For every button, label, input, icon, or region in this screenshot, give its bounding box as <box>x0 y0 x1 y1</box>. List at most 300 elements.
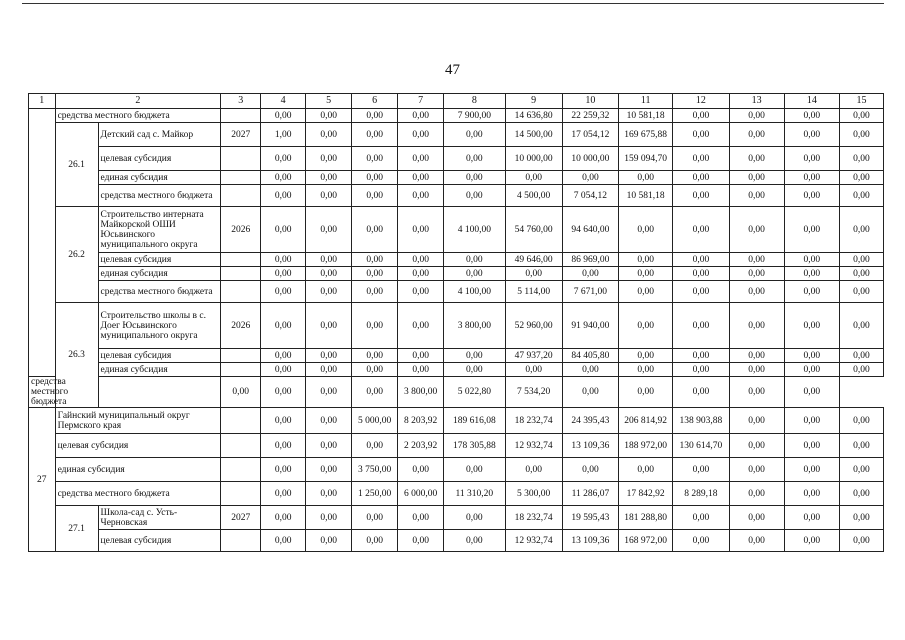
value-cell: 0,00 <box>562 267 618 281</box>
value-cell: 11 286,07 <box>562 482 618 506</box>
value-cell: 0,00 <box>562 458 618 482</box>
value-cell: 0,00 <box>839 530 883 552</box>
value-cell: 0,00 <box>398 530 444 552</box>
year-cell <box>221 281 261 303</box>
table-row <box>29 123 884 147</box>
row-label: средства местного бюджета <box>98 281 221 303</box>
value-cell: 0,00 <box>729 207 784 253</box>
column-header: 8 <box>444 94 505 109</box>
value-cell: 13 109,36 <box>562 434 618 458</box>
year-cell: 2026 <box>221 303 261 349</box>
value-cell: 0,00 <box>839 171 883 185</box>
value-cell: 0,00 <box>784 363 839 377</box>
value-cell: 10 000,00 <box>562 147 618 171</box>
table-row <box>29 303 884 349</box>
value-cell: 0,00 <box>398 253 444 267</box>
row-label: целевая субсидия <box>98 349 221 363</box>
value-cell: 0,00 <box>673 506 729 530</box>
value-cell: 0,00 <box>261 303 306 349</box>
year-cell <box>221 408 261 434</box>
row-label: Строительство интерната Майкорской ОШИ Юсьвинского муниципального округа <box>98 207 221 253</box>
table-row <box>29 267 884 281</box>
value-cell: 0,00 <box>352 185 398 207</box>
value-cell: 0,00 <box>261 207 306 253</box>
value-cell: 0,00 <box>398 458 444 482</box>
value-cell: 0,00 <box>398 506 444 530</box>
value-cell: 5 000,00 <box>352 408 398 434</box>
value-cell: 94 640,00 <box>562 207 618 253</box>
value-cell: 0,00 <box>673 377 729 408</box>
value-cell: 0,00 <box>352 207 398 253</box>
table-row <box>29 147 884 171</box>
value-cell: 12 932,74 <box>505 434 562 458</box>
value-cell: 0,00 <box>306 408 352 434</box>
value-cell: 17 842,92 <box>619 482 673 506</box>
value-cell: 0,00 <box>306 303 352 349</box>
value-cell: 138 903,88 <box>673 408 729 434</box>
value-cell: 12 932,74 <box>505 530 562 552</box>
value-cell: 0,00 <box>398 207 444 253</box>
value-cell: 0,00 <box>261 530 306 552</box>
value-cell: 0,00 <box>261 253 306 267</box>
table-row <box>29 207 884 253</box>
column-header: 13 <box>729 94 784 109</box>
column-header: 5 <box>306 94 352 109</box>
value-cell: 0,00 <box>261 267 306 281</box>
value-cell: 0,00 <box>619 281 673 303</box>
value-cell: 10 581,18 <box>619 185 673 207</box>
row-label: целевая субсидия <box>55 434 221 458</box>
column-header: 7 <box>398 94 444 109</box>
value-cell: 0,00 <box>398 267 444 281</box>
row-label: целевая субсидия <box>98 253 221 267</box>
value-cell: 52 960,00 <box>505 303 562 349</box>
row-label: средства местного бюджета <box>55 482 221 506</box>
row-label: единая субсидия <box>55 458 221 482</box>
value-cell: 0,00 <box>398 123 444 147</box>
value-cell: 0,00 <box>839 123 883 147</box>
value-cell: 0,00 <box>839 267 883 281</box>
value-cell: 4 100,00 <box>444 281 505 303</box>
value-cell: 0,00 <box>352 506 398 530</box>
value-cell: 0,00 <box>261 408 306 434</box>
value-cell: 0,00 <box>505 171 562 185</box>
column-header: 3 <box>221 94 261 109</box>
value-cell: 8 203,92 <box>398 408 444 434</box>
value-cell: 0,00 <box>784 482 839 506</box>
value-cell: 0,00 <box>839 408 883 434</box>
year-cell: 2026 <box>221 207 261 253</box>
year-cell <box>98 377 221 408</box>
value-cell: 0,00 <box>398 147 444 171</box>
value-cell: 0,00 <box>729 253 784 267</box>
value-cell: 0,00 <box>673 530 729 552</box>
value-cell: 0,00 <box>619 303 673 349</box>
table-row <box>29 458 884 482</box>
value-cell: 0,00 <box>306 185 352 207</box>
value-cell: 0,00 <box>261 482 306 506</box>
table-row <box>29 185 884 207</box>
value-cell: 0,00 <box>398 109 444 123</box>
value-cell: 0,00 <box>729 109 784 123</box>
table-row <box>29 506 884 530</box>
value-cell: 0,00 <box>673 253 729 267</box>
value-cell: 0,00 <box>619 377 673 408</box>
value-cell: 0,00 <box>839 147 883 171</box>
value-cell: 54 760,00 <box>505 207 562 253</box>
value-cell: 0,00 <box>261 281 306 303</box>
subsection-number: 26.3 <box>55 303 98 408</box>
value-cell: 0,00 <box>444 253 505 267</box>
value-cell: 1,00 <box>261 123 306 147</box>
value-cell: 2 203,92 <box>398 434 444 458</box>
value-cell: 0,00 <box>839 434 883 458</box>
value-cell: 0,00 <box>784 281 839 303</box>
value-cell: 22 259,32 <box>562 109 618 123</box>
value-cell: 3 800,00 <box>398 377 444 408</box>
row-label: средства местного бюджета <box>98 185 221 207</box>
value-cell: 0,00 <box>352 123 398 147</box>
value-cell: 0,00 <box>729 267 784 281</box>
value-cell: 0,00 <box>221 377 261 408</box>
value-cell: 169 675,88 <box>619 123 673 147</box>
value-cell: 0,00 <box>619 349 673 363</box>
value-cell: 18 232,74 <box>505 506 562 530</box>
value-cell: 168 972,00 <box>619 530 673 552</box>
value-cell: 0,00 <box>306 506 352 530</box>
value-cell: 4 100,00 <box>444 207 505 253</box>
table-row <box>29 253 884 267</box>
year-cell <box>221 482 261 506</box>
value-cell: 7 054,12 <box>562 185 618 207</box>
subsection-number: 27 <box>29 408 56 552</box>
subsection-number: 26.2 <box>55 207 98 303</box>
value-cell: 0,00 <box>306 377 352 408</box>
value-cell: 0,00 <box>784 303 839 349</box>
value-cell: 0,00 <box>261 109 306 123</box>
value-cell: 0,00 <box>352 267 398 281</box>
value-cell: 0,00 <box>839 185 883 207</box>
value-cell: 188 972,00 <box>619 434 673 458</box>
value-cell: 0,00 <box>673 147 729 171</box>
value-cell: 84 405,80 <box>562 349 618 363</box>
value-cell: 3 750,00 <box>352 458 398 482</box>
value-cell: 0,00 <box>729 408 784 434</box>
subsection-number: 26.1 <box>55 123 98 207</box>
year-cell <box>221 434 261 458</box>
value-cell: 0,00 <box>306 109 352 123</box>
table-row <box>29 530 884 552</box>
section-number-cell <box>29 109 56 377</box>
column-header: 12 <box>673 94 729 109</box>
row-label: целевая субсидия <box>98 147 221 171</box>
value-cell: 0,00 <box>398 185 444 207</box>
value-cell: 0,00 <box>352 363 398 377</box>
value-cell: 0,00 <box>784 530 839 552</box>
value-cell: 18 232,74 <box>505 408 562 434</box>
value-cell: 0,00 <box>352 303 398 349</box>
value-cell: 0,00 <box>729 363 784 377</box>
value-cell: 0,00 <box>398 349 444 363</box>
value-cell: 7 900,00 <box>444 109 505 123</box>
value-cell: 0,00 <box>729 123 784 147</box>
table-row <box>29 434 884 458</box>
value-cell: 0,00 <box>784 171 839 185</box>
value-cell: 0,00 <box>729 482 784 506</box>
value-cell: 0,00 <box>562 377 618 408</box>
row-label: Детский сад с. Майкор <box>98 123 221 147</box>
year-cell: 2027 <box>221 123 261 147</box>
value-cell: 0,00 <box>306 253 352 267</box>
value-cell: 189 616,08 <box>444 408 505 434</box>
value-cell: 0,00 <box>619 253 673 267</box>
value-cell: 0,00 <box>784 506 839 530</box>
value-cell: 0,00 <box>784 185 839 207</box>
column-header: 9 <box>505 94 562 109</box>
value-cell: 0,00 <box>444 171 505 185</box>
value-cell: 1 250,00 <box>352 482 398 506</box>
value-cell: 4 500,00 <box>505 185 562 207</box>
value-cell: 0,00 <box>729 434 784 458</box>
value-cell: 0,00 <box>261 147 306 171</box>
value-cell: 0,00 <box>352 530 398 552</box>
value-cell: 0,00 <box>444 506 505 530</box>
value-cell: 0,00 <box>352 171 398 185</box>
value-cell: 0,00 <box>839 506 883 530</box>
value-cell: 0,00 <box>444 363 505 377</box>
value-cell: 0,00 <box>729 530 784 552</box>
value-cell: 13 109,36 <box>562 530 618 552</box>
value-cell: 0,00 <box>261 349 306 363</box>
value-cell: 0,00 <box>784 147 839 171</box>
value-cell: 0,00 <box>261 185 306 207</box>
value-cell: 0,00 <box>306 171 352 185</box>
value-cell: 0,00 <box>306 530 352 552</box>
value-cell: 0,00 <box>839 109 883 123</box>
year-cell <box>221 171 261 185</box>
value-cell: 0,00 <box>505 458 562 482</box>
value-cell: 0,00 <box>562 363 618 377</box>
value-cell: 17 054,12 <box>562 123 618 147</box>
value-cell: 0,00 <box>729 147 784 171</box>
value-cell: 181 288,80 <box>619 506 673 530</box>
value-cell: 0,00 <box>729 185 784 207</box>
page-number: 47 <box>445 62 460 78</box>
value-cell: 0,00 <box>784 458 839 482</box>
value-cell: 49 646,00 <box>505 253 562 267</box>
row-label: единая субсидия <box>98 267 221 281</box>
value-cell: 0,00 <box>619 171 673 185</box>
year-cell <box>221 363 261 377</box>
value-cell: 0,00 <box>306 147 352 171</box>
value-cell: 178 305,88 <box>444 434 505 458</box>
value-cell: 24 395,43 <box>562 408 618 434</box>
value-cell: 0,00 <box>261 458 306 482</box>
row-label: Гайнский муниципальный округ Пермского края <box>55 408 221 434</box>
value-cell: 0,00 <box>784 349 839 363</box>
row-label: единая субсидия <box>98 171 221 185</box>
budget-table <box>28 93 884 552</box>
value-cell: 0,00 <box>619 363 673 377</box>
value-cell: 14 636,80 <box>505 109 562 123</box>
value-cell: 0,00 <box>784 123 839 147</box>
value-cell: 0,00 <box>784 434 839 458</box>
year-cell <box>221 253 261 267</box>
table-row <box>29 408 884 434</box>
row-label: средства местного бюджета <box>29 377 56 408</box>
value-cell: 0,00 <box>784 408 839 434</box>
column-header: 11 <box>619 94 673 109</box>
year-cell <box>221 147 261 171</box>
value-cell: 47 937,20 <box>505 349 562 363</box>
value-cell: 0,00 <box>839 207 883 253</box>
year-cell <box>221 349 261 363</box>
value-cell: 0,00 <box>444 123 505 147</box>
value-cell: 0,00 <box>729 458 784 482</box>
row-label: Школа-сад с. Усть-Черновская <box>98 506 221 530</box>
year-cell <box>221 267 261 281</box>
year-cell: 2027 <box>221 506 261 530</box>
table-row <box>29 377 884 408</box>
value-cell: 0,00 <box>729 281 784 303</box>
value-cell: 0,00 <box>398 303 444 349</box>
value-cell: 0,00 <box>839 281 883 303</box>
value-cell: 86 969,00 <box>562 253 618 267</box>
value-cell: 0,00 <box>673 171 729 185</box>
value-cell: 0,00 <box>673 185 729 207</box>
value-cell: 0,00 <box>673 349 729 363</box>
value-cell: 206 814,92 <box>619 408 673 434</box>
value-cell: 8 289,18 <box>673 482 729 506</box>
value-cell: 10 581,18 <box>619 109 673 123</box>
value-cell: 19 595,43 <box>562 506 618 530</box>
value-cell: 0,00 <box>673 207 729 253</box>
value-cell: 0,00 <box>306 349 352 363</box>
value-cell: 0,00 <box>839 303 883 349</box>
value-cell: 159 094,70 <box>619 147 673 171</box>
value-cell: 0,00 <box>673 363 729 377</box>
value-cell: 14 500,00 <box>505 123 562 147</box>
subsection-number: 27.1 <box>55 506 98 552</box>
value-cell: 0,00 <box>352 253 398 267</box>
value-cell: 0,00 <box>306 123 352 147</box>
value-cell: 0,00 <box>619 267 673 281</box>
value-cell: 0,00 <box>306 458 352 482</box>
value-cell: 0,00 <box>261 171 306 185</box>
value-cell: 5 300,00 <box>505 482 562 506</box>
value-cell: 0,00 <box>398 281 444 303</box>
value-cell: 0,00 <box>839 458 883 482</box>
column-header: 1 <box>29 94 56 109</box>
value-cell: 0,00 <box>784 207 839 253</box>
value-cell: 5 114,00 <box>505 281 562 303</box>
value-cell: 0,00 <box>306 482 352 506</box>
value-cell: 0,00 <box>619 207 673 253</box>
value-cell: 6 000,00 <box>398 482 444 506</box>
row-label: единая субсидия <box>98 363 221 377</box>
value-cell: 3 800,00 <box>444 303 505 349</box>
row-label: средства местного бюджета <box>55 109 221 123</box>
year-cell <box>221 109 261 123</box>
table-row <box>29 482 884 506</box>
value-cell: 0,00 <box>673 303 729 349</box>
value-cell: 0,00 <box>398 171 444 185</box>
value-cell: 0,00 <box>729 349 784 363</box>
value-cell: 0,00 <box>673 281 729 303</box>
value-cell: 0,00 <box>729 506 784 530</box>
value-cell: 0,00 <box>784 253 839 267</box>
value-cell: 0,00 <box>261 377 306 408</box>
value-cell: 0,00 <box>261 434 306 458</box>
value-cell: 0,00 <box>352 147 398 171</box>
column-header: 4 <box>261 94 306 109</box>
row-label: целевая субсидия <box>98 530 221 552</box>
value-cell: 0,00 <box>729 303 784 349</box>
table-row <box>29 363 884 377</box>
column-header: 10 <box>562 94 618 109</box>
value-cell: 0,00 <box>562 171 618 185</box>
value-cell: 0,00 <box>352 281 398 303</box>
value-cell: 0,00 <box>619 458 673 482</box>
column-header: 2 <box>55 94 221 109</box>
value-cell: 0,00 <box>673 458 729 482</box>
value-cell: 0,00 <box>839 363 883 377</box>
value-cell: 0,00 <box>306 207 352 253</box>
value-cell: 0,00 <box>352 109 398 123</box>
value-cell: 7 534,20 <box>505 377 562 408</box>
year-cell <box>221 530 261 552</box>
value-cell: 0,00 <box>784 267 839 281</box>
row-label: Строительство школы в с. Доег Юсьвинского муниципального округа <box>98 303 221 349</box>
value-cell: 0,00 <box>839 253 883 267</box>
value-cell: 0,00 <box>306 281 352 303</box>
value-cell: 0,00 <box>444 458 505 482</box>
value-cell: 0,00 <box>839 349 883 363</box>
table-row <box>29 281 884 303</box>
value-cell: 0,00 <box>306 434 352 458</box>
value-cell: 0,00 <box>444 185 505 207</box>
column-header: 14 <box>784 94 839 109</box>
value-cell: 0,00 <box>444 147 505 171</box>
value-cell: 5 022,80 <box>444 377 505 408</box>
year-cell <box>221 185 261 207</box>
value-cell: 10 000,00 <box>505 147 562 171</box>
value-cell: 0,00 <box>505 363 562 377</box>
value-cell: 0,00 <box>444 349 505 363</box>
value-cell: 11 310,20 <box>444 482 505 506</box>
value-cell: 0,00 <box>352 349 398 363</box>
value-cell: 0,00 <box>352 434 398 458</box>
value-cell: 0,00 <box>784 377 839 408</box>
column-header: 15 <box>839 94 883 109</box>
column-header: 6 <box>352 94 398 109</box>
value-cell: 0,00 <box>729 377 784 408</box>
year-cell <box>221 458 261 482</box>
value-cell: 0,00 <box>784 109 839 123</box>
table-row <box>29 171 884 185</box>
value-cell: 0,00 <box>673 123 729 147</box>
value-cell: 130 614,70 <box>673 434 729 458</box>
value-cell: 7 671,00 <box>562 281 618 303</box>
value-cell: 0,00 <box>839 482 883 506</box>
value-cell: 0,00 <box>673 267 729 281</box>
top-rule <box>22 3 884 4</box>
value-cell: 0,00 <box>444 530 505 552</box>
table-row <box>29 109 884 123</box>
value-cell: 0,00 <box>729 171 784 185</box>
value-cell: 0,00 <box>306 363 352 377</box>
value-cell: 0,00 <box>352 377 398 408</box>
